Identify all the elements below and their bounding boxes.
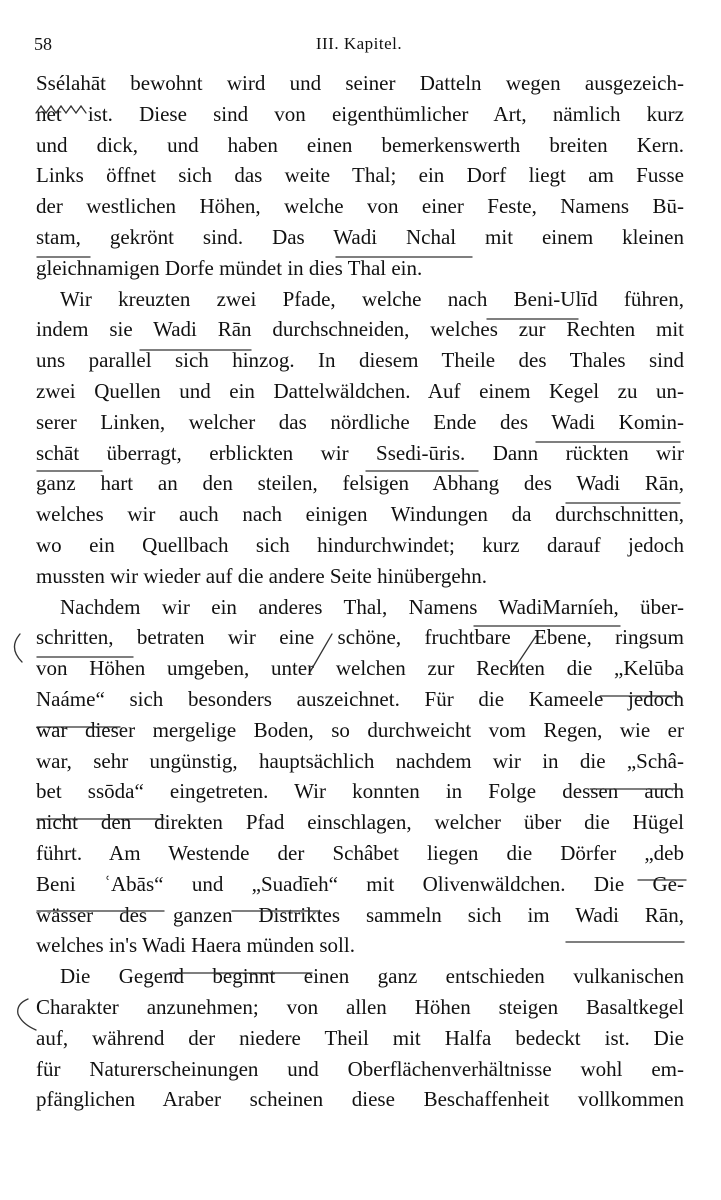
text-line: bet ssōda“ eingetreten. Wir konnten in Folge dessen auch (36, 779, 684, 804)
margin-bracket-mark (18, 999, 36, 1030)
text-line: uns parallel sich hinzog. In diesem Theile des Thales sind (36, 348, 684, 373)
text-line: für Naturerscheinungen und Oberflächenverhältnisse wohl em- (36, 1056, 684, 1081)
text-line: wässer des ganzen Distriktes sammeln sich im Wadi Rān, (36, 902, 684, 927)
text-line: Die Gegend beginnt einen ganz entschieden vulkanischen (60, 964, 684, 989)
text-line: Wir kreuzten zwei Pfade, welche nach Beni-Ulīd führen, (60, 286, 684, 311)
margin-bracket-mark (14, 634, 22, 662)
text-line: auf, während der niedere Theil mit Halfa bedeckt ist. Die (36, 1025, 684, 1050)
text-line: gleichnamigen Dorfe mündet in dies Thal ein. (36, 255, 423, 280)
text-line: war dieser mergelige Boden, so durchweicht vom Regen, wie er (36, 717, 684, 742)
page-number: 58 (34, 34, 52, 54)
text-line: indem sie Wadi Rān durchschneiden, welches zur Rechten mit (36, 317, 684, 342)
text-line: Ssélahāt bewohnt wird und seiner Datteln wegen ausgezeich- (36, 71, 684, 95)
text-line: wo ein Quellbach sich hindurchwindet; kurz darauf jedoch (36, 532, 684, 557)
text-line: Links öffnet sich das weite Thal; ein Dorf liegt am Fusse (36, 163, 684, 188)
text-line: stam, gekrönt sind. Das Wadi Nchal mit einem kleinen (36, 224, 684, 249)
text-line: ganz hart an den steilen, felsigen Abhang des Wadi Rān, (36, 471, 684, 496)
text-line: Naáme“ sich besonders auszeichnet. Für die Kameele jedoch (36, 686, 684, 711)
text-line: Charakter anzunehmen; von allen Höhen steigen Basaltkegel (36, 994, 684, 1019)
text-line: Nachdem wir ein anderes Thal, Namens WadiMarníeh, über- (60, 594, 684, 619)
text-line: welches wir auch nach einigen Windungen da durchschnitten, (36, 502, 684, 527)
chapter-title: III. Kapitel. (315, 34, 403, 53)
text-line: serer Linken, welcher das nördliche Ende des Wadi Komin- (36, 409, 684, 434)
text-line: der westlichen Höhen, welche von einer Feste, Namens Bū- (36, 194, 684, 219)
text-line: welches in's Wadi Haera münden soll. (36, 933, 355, 958)
text-line: von Höhen umgeben, unter welchen zur Rechten die „Kelūba (36, 656, 684, 681)
text-line: schritten, betraten wir eine schöne, fruchtbare Ebene, ringsum (36, 625, 684, 650)
text-line: schāt überragt, erblickten wir Ssedi-ūris. Dann rückten wir (36, 440, 684, 465)
text-line: net ist. Diese sind von eigenthümlicher Art, nämlich kurz (36, 101, 684, 126)
body-text (36, 68, 684, 1115)
text-line: pfänglichen Araber scheinen diese Beschaffenheit vollkommen (36, 1087, 684, 1112)
text-line: und dick, und haben einen bemerkenswerth breiten Kern. (36, 132, 684, 157)
text-line: mussten wir wieder auf die andere Seite hinübergehn. (36, 563, 487, 588)
text-line: Beni ʿAbās“ und „Suadīeh“ mit Olivenwäldchen. Die Ge- (36, 871, 684, 896)
page-header (34, 34, 684, 58)
text-line: zwei Quellen und ein Dattelwäldchen. Auf einem Kegel zu un- (36, 378, 684, 403)
text-line: nicht den direkten Pfad einschlagen, welcher über die Hügel (36, 810, 684, 835)
text-line: war, sehr ungünstig, hauptsächlich nachdem wir in die „Schâ- (36, 748, 684, 773)
text-line: führt. Am Westende der Schâbet liegen die Dörfer „deb (36, 840, 684, 865)
